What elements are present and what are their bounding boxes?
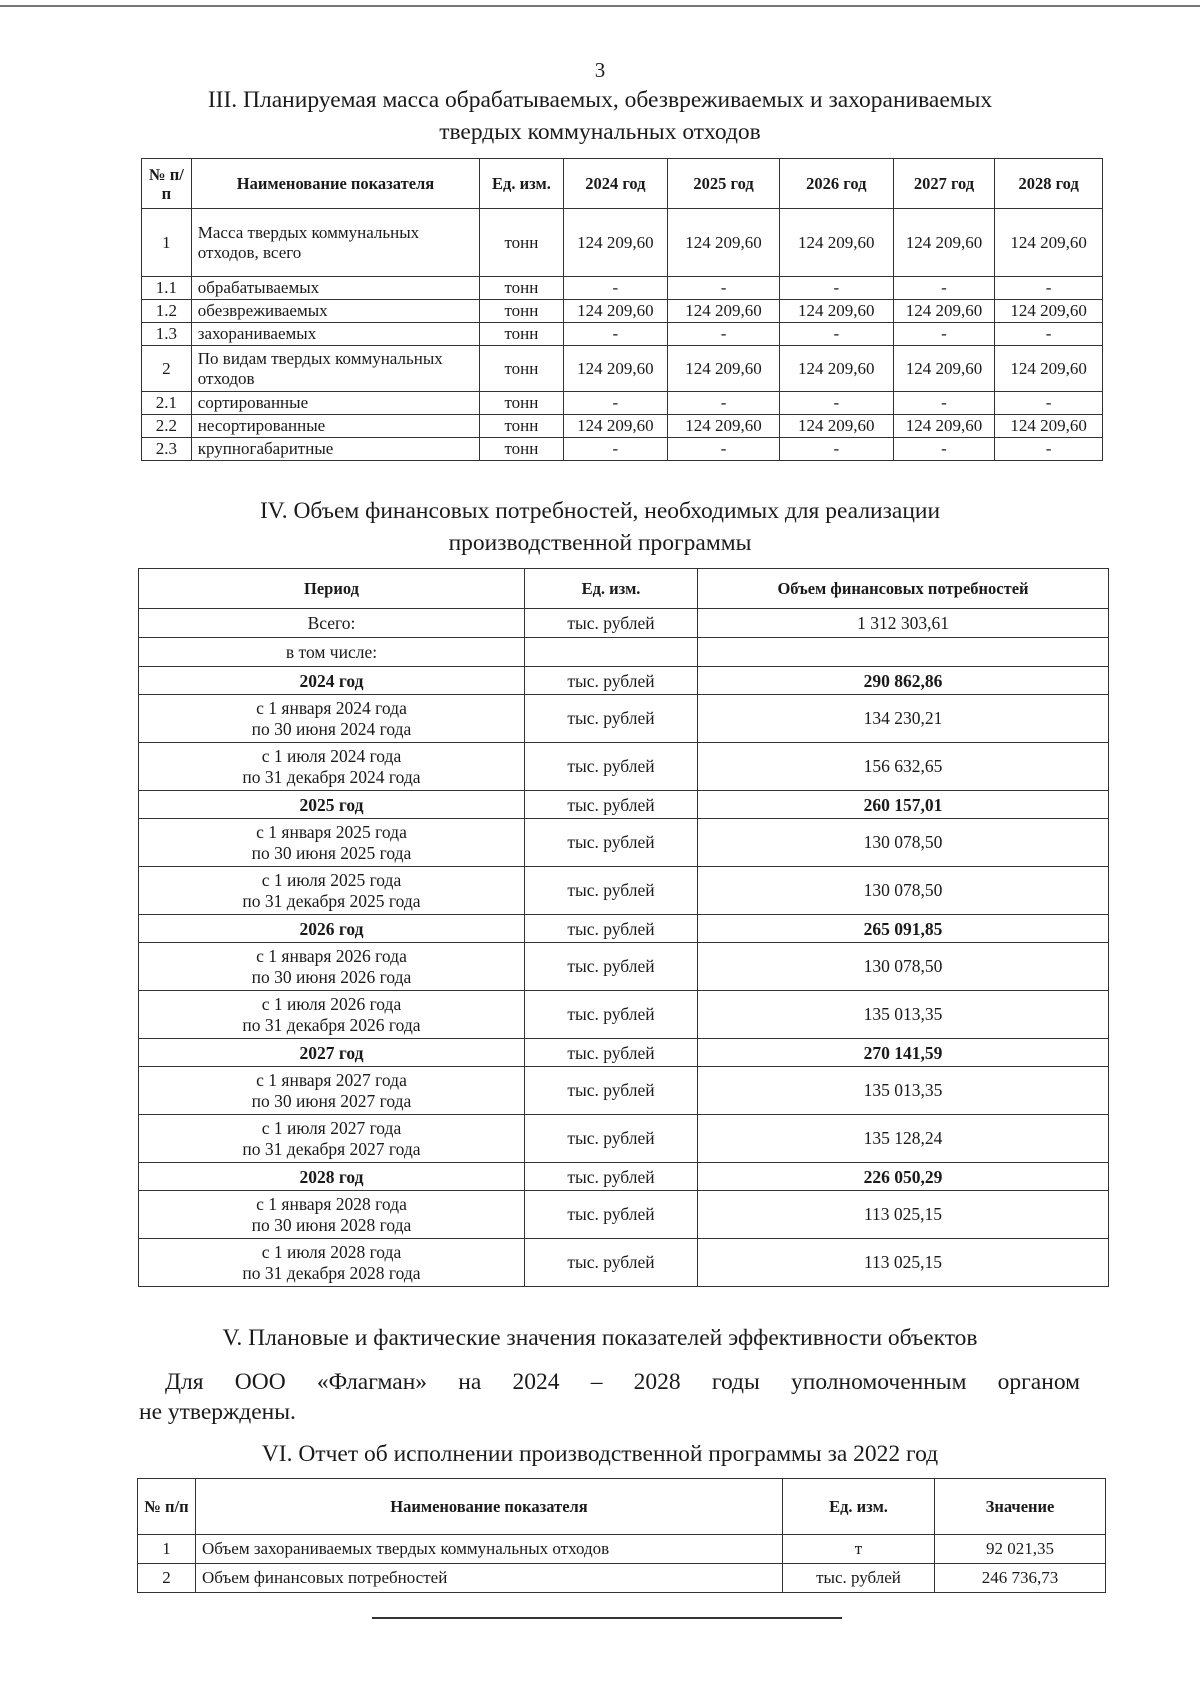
- section6-title: [0, 1438, 1200, 1470]
- row-value: 124 209,60: [668, 346, 780, 392]
- row-value: -: [779, 277, 893, 300]
- row-value: -: [779, 438, 893, 461]
- row-num: 1.3: [142, 323, 192, 346]
- row-name: сортированные: [191, 392, 480, 415]
- table-header-row: [139, 569, 1109, 609]
- row-value: -: [893, 392, 995, 415]
- row-value: 124 209,60: [893, 209, 995, 277]
- period-value: 130 078,50: [698, 819, 1109, 867]
- col-header-year: 2025 год: [668, 159, 780, 209]
- half-year-row: [139, 1067, 1109, 1115]
- row-value: -: [893, 277, 995, 300]
- period-label: [139, 991, 525, 1039]
- period-value: 130 078,50: [698, 867, 1109, 915]
- section3-title: [0, 84, 1200, 148]
- row-name: захораниваемых: [191, 323, 480, 346]
- year-row: [139, 791, 1109, 819]
- row-value: 124 209,60: [779, 346, 893, 392]
- row-name: обрабатываемых: [191, 277, 480, 300]
- period-unit: тыс. рублей: [525, 819, 698, 867]
- row-value: -: [563, 438, 668, 461]
- row-value: 124 209,60: [779, 300, 893, 323]
- row-num: 1: [142, 209, 192, 277]
- period-unit: тыс. рублей: [525, 991, 698, 1039]
- col-header-unit: Ед. изм.: [525, 569, 698, 609]
- row-value: -: [995, 277, 1103, 300]
- period-from: с 1 января 2027 года: [256, 1069, 407, 1090]
- row-value: 92 021,35: [935, 1535, 1106, 1564]
- col-header-name: Наименование показателя: [196, 1479, 783, 1535]
- financial-needs-table: [138, 568, 1109, 1287]
- table-header-row: [138, 1479, 1106, 1535]
- col-header-year: 2028 год: [995, 159, 1103, 209]
- year-label: 2025 год: [139, 791, 525, 819]
- row-value: -: [563, 323, 668, 346]
- period-from: с 1 января 2025 года: [256, 821, 407, 842]
- waste-mass-table: [141, 158, 1103, 461]
- half-year-row: [139, 943, 1109, 991]
- period-to: по 30 июня 2024 года: [251, 718, 412, 739]
- row-value: 124 209,60: [668, 209, 780, 277]
- year-label: 2028 год: [139, 1163, 525, 1191]
- empty-cell: [698, 638, 1109, 667]
- period-value: 135 128,24: [698, 1115, 1109, 1163]
- row-value: 124 209,60: [995, 346, 1103, 392]
- col-header-value: Значение: [935, 1479, 1106, 1535]
- row-unit: тонн: [480, 392, 563, 415]
- period-label: [139, 819, 525, 867]
- year-row: [139, 1039, 1109, 1067]
- section3-title-line2: твердых коммунальных отходов: [439, 119, 761, 145]
- row-value: -: [668, 392, 780, 415]
- row-unit: тонн: [480, 323, 563, 346]
- including-row: [139, 638, 1109, 667]
- period-label: [139, 743, 525, 791]
- period-to: по 31 декабря 2025 года: [242, 890, 421, 911]
- col-header-year: 2026 год: [779, 159, 893, 209]
- row-value: -: [563, 392, 668, 415]
- row-name: несортированные: [191, 415, 480, 438]
- empty-cell: [525, 638, 698, 667]
- half-year-row: [139, 867, 1109, 915]
- row-name: Масса твердых коммунальных отходов, всего: [191, 209, 480, 277]
- col-header-year: 2027 год: [893, 159, 995, 209]
- period-label: [139, 1239, 525, 1287]
- closing-rule: [372, 1617, 842, 1619]
- row-value: -: [893, 438, 995, 461]
- row-value: 124 209,60: [563, 415, 668, 438]
- row-unit: тонн: [480, 277, 563, 300]
- top-scan-rule: [0, 5, 1200, 7]
- row-value: -: [668, 438, 780, 461]
- row-unit: тыс. рублей: [783, 1564, 935, 1593]
- section6-title-line: VI. Отчет об исполнении производственной программы за 2022 год: [261, 1441, 939, 1467]
- row-name: обезвреживаемых: [191, 300, 480, 323]
- row-num: 1.1: [142, 277, 192, 300]
- period-value: 134 230,21: [698, 695, 1109, 743]
- period-from: с 1 июля 2026 года: [261, 993, 402, 1014]
- row-num: 2: [142, 346, 192, 392]
- half-year-row: [139, 991, 1109, 1039]
- row-value: 124 209,60: [995, 300, 1103, 323]
- row-value: -: [995, 438, 1103, 461]
- page-number: 3: [594, 58, 606, 82]
- row-value: 124 209,60: [779, 209, 893, 277]
- year-value: 270 141,59: [698, 1039, 1109, 1067]
- table-row: [142, 392, 1103, 415]
- year-unit: тыс. рублей: [525, 667, 698, 695]
- row-name: Объем финансовых потребностей: [196, 1564, 783, 1593]
- col-header-period: Период: [139, 569, 525, 609]
- period-to: по 30 июня 2025 года: [251, 842, 412, 863]
- col-header-volume: Объем финансовых потребностей: [698, 569, 1109, 609]
- period-unit: тыс. рублей: [525, 1191, 698, 1239]
- table-row: [138, 1564, 1106, 1593]
- year-value: 226 050,29: [698, 1163, 1109, 1191]
- row-unit: тонн: [480, 209, 563, 277]
- section5-text-line2: не утверждены.: [139, 1399, 296, 1425]
- row-num: 2.2: [142, 415, 192, 438]
- row-value: 124 209,60: [893, 300, 995, 323]
- total-label: Всего:: [139, 609, 525, 638]
- row-num: 2.3: [142, 438, 192, 461]
- period-value: 135 013,35: [698, 1067, 1109, 1115]
- section5-title: [0, 1322, 1200, 1354]
- period-from: с 1 января 2026 года: [256, 945, 407, 966]
- period-label: [139, 1115, 525, 1163]
- section4-title: [0, 495, 1200, 559]
- period-label: [139, 943, 525, 991]
- year-unit: тыс. рублей: [525, 1039, 698, 1067]
- section4-title-line1: IV. Объем финансовых потребностей, необходимых для реализации: [259, 498, 941, 524]
- row-value: 124 209,60: [563, 300, 668, 323]
- year-label: 2026 год: [139, 915, 525, 943]
- row-value: -: [995, 323, 1103, 346]
- period-from: с 1 января 2028 года: [256, 1193, 407, 1214]
- section5-title-line: V. Плановые и фактические значения показателей эффективности объектов: [222, 1325, 978, 1351]
- section4-title-line2: производственной программы: [448, 530, 752, 556]
- period-unit: тыс. рублей: [525, 867, 698, 915]
- col-header-year: 2024 год: [563, 159, 668, 209]
- program-report-table: [137, 1478, 1106, 1593]
- row-unit: тонн: [480, 346, 563, 392]
- col-header-num: № п/п: [138, 1479, 196, 1535]
- table-row: [142, 323, 1103, 346]
- table-row: [142, 209, 1103, 277]
- col-header-num: № п/п: [142, 159, 192, 209]
- period-to: по 31 декабря 2026 года: [242, 1014, 421, 1035]
- period-from: с 1 июля 2025 года: [261, 869, 402, 890]
- period-unit: тыс. рублей: [525, 943, 698, 991]
- period-value: 113 025,15: [698, 1239, 1109, 1287]
- row-value: 124 209,60: [995, 415, 1103, 438]
- row-unit: т: [783, 1535, 935, 1564]
- period-to: по 31 декабря 2024 года: [242, 766, 421, 787]
- year-row: [139, 667, 1109, 695]
- half-year-row: [139, 1239, 1109, 1287]
- row-unit: тонн: [480, 438, 563, 461]
- year-value: 260 157,01: [698, 791, 1109, 819]
- period-unit: тыс. рублей: [525, 695, 698, 743]
- row-value: 124 209,60: [995, 209, 1103, 277]
- period-label: [139, 1067, 525, 1115]
- row-value: 124 209,60: [893, 346, 995, 392]
- year-unit: тыс. рублей: [525, 915, 698, 943]
- period-from: с 1 июля 2028 года: [261, 1241, 402, 1262]
- year-unit: тыс. рублей: [525, 1163, 698, 1191]
- section5-text-line1: Для ООО «Флагман» на 2024 – 2028 годы уполномоченным органом: [165, 1369, 1080, 1395]
- row-value: 124 209,60: [563, 209, 668, 277]
- year-label: 2027 год: [139, 1039, 525, 1067]
- row-num: 2.1: [142, 392, 192, 415]
- year-label: 2024 год: [139, 667, 525, 695]
- period-value: 156 632,65: [698, 743, 1109, 791]
- period-unit: тыс. рублей: [525, 1239, 698, 1287]
- row-unit: тонн: [480, 300, 563, 323]
- year-row: [139, 915, 1109, 943]
- row-value: 246 736,73: [935, 1564, 1106, 1593]
- total-row: [139, 609, 1109, 638]
- table-row: [142, 300, 1103, 323]
- table-header-row: [142, 159, 1103, 209]
- half-year-row: [139, 695, 1109, 743]
- period-to: по 31 декабря 2028 года: [242, 1262, 421, 1283]
- total-unit: тыс. рублей: [525, 609, 698, 638]
- year-unit: тыс. рублей: [525, 791, 698, 819]
- row-value: -: [995, 392, 1103, 415]
- half-year-row: [139, 743, 1109, 791]
- row-value: -: [779, 323, 893, 346]
- row-value: -: [668, 323, 780, 346]
- period-label: [139, 1191, 525, 1239]
- period-value: 135 013,35: [698, 991, 1109, 1039]
- year-value: 265 091,85: [698, 915, 1109, 943]
- row-unit: тонн: [480, 415, 563, 438]
- row-value: -: [779, 392, 893, 415]
- table-row: [142, 277, 1103, 300]
- year-row: [139, 1163, 1109, 1191]
- table-row: [138, 1535, 1106, 1564]
- section3-title-line1: III. Планируемая масса обрабатываемых, обезвреживаемых и захораниваемых: [207, 87, 993, 113]
- period-unit: тыс. рублей: [525, 743, 698, 791]
- row-num: 1: [138, 1535, 196, 1564]
- period-unit: тыс. рублей: [525, 1115, 698, 1163]
- period-to: по 30 июня 2028 года: [251, 1214, 412, 1235]
- row-value: -: [668, 277, 780, 300]
- col-header-name: Наименование показателя: [191, 159, 480, 209]
- total-value: 1 312 303,61: [698, 609, 1109, 638]
- table-row: [142, 346, 1103, 392]
- period-label: [139, 867, 525, 915]
- period-value: 130 078,50: [698, 943, 1109, 991]
- period-from: с 1 июля 2024 года: [261, 745, 402, 766]
- row-value: 124 209,60: [668, 415, 780, 438]
- period-to: по 31 декабря 2027 года: [242, 1138, 421, 1159]
- period-to: по 30 июня 2027 года: [251, 1090, 412, 1111]
- row-name: По видам твердых коммунальных отходов: [191, 346, 480, 392]
- period-to: по 30 июня 2026 года: [251, 966, 412, 987]
- table-row: [142, 438, 1103, 461]
- row-name: Объем захораниваемых твердых коммунальных отходов: [196, 1535, 783, 1564]
- row-value: -: [893, 323, 995, 346]
- half-year-row: [139, 1191, 1109, 1239]
- half-year-row: [139, 1115, 1109, 1163]
- including-label: в том числе:: [139, 638, 525, 667]
- row-value: 124 209,60: [563, 346, 668, 392]
- period-from: с 1 июля 2027 года: [261, 1117, 402, 1138]
- year-value: 290 862,86: [698, 667, 1109, 695]
- table-row: [142, 415, 1103, 438]
- period-label: [139, 695, 525, 743]
- period-unit: тыс. рублей: [525, 1067, 698, 1115]
- row-num: 1.2: [142, 300, 192, 323]
- row-value: 124 209,60: [668, 300, 780, 323]
- row-name: крупногабаритные: [191, 438, 480, 461]
- row-value: 124 209,60: [893, 415, 995, 438]
- row-value: 124 209,60: [779, 415, 893, 438]
- period-from: с 1 января 2024 года: [256, 697, 407, 718]
- col-header-unit: Ед. изм.: [480, 159, 563, 209]
- period-value: 113 025,15: [698, 1191, 1109, 1239]
- half-year-row: [139, 819, 1109, 867]
- row-value: -: [563, 277, 668, 300]
- col-header-unit: Ед. изм.: [783, 1479, 935, 1535]
- row-num: 2: [138, 1564, 196, 1593]
